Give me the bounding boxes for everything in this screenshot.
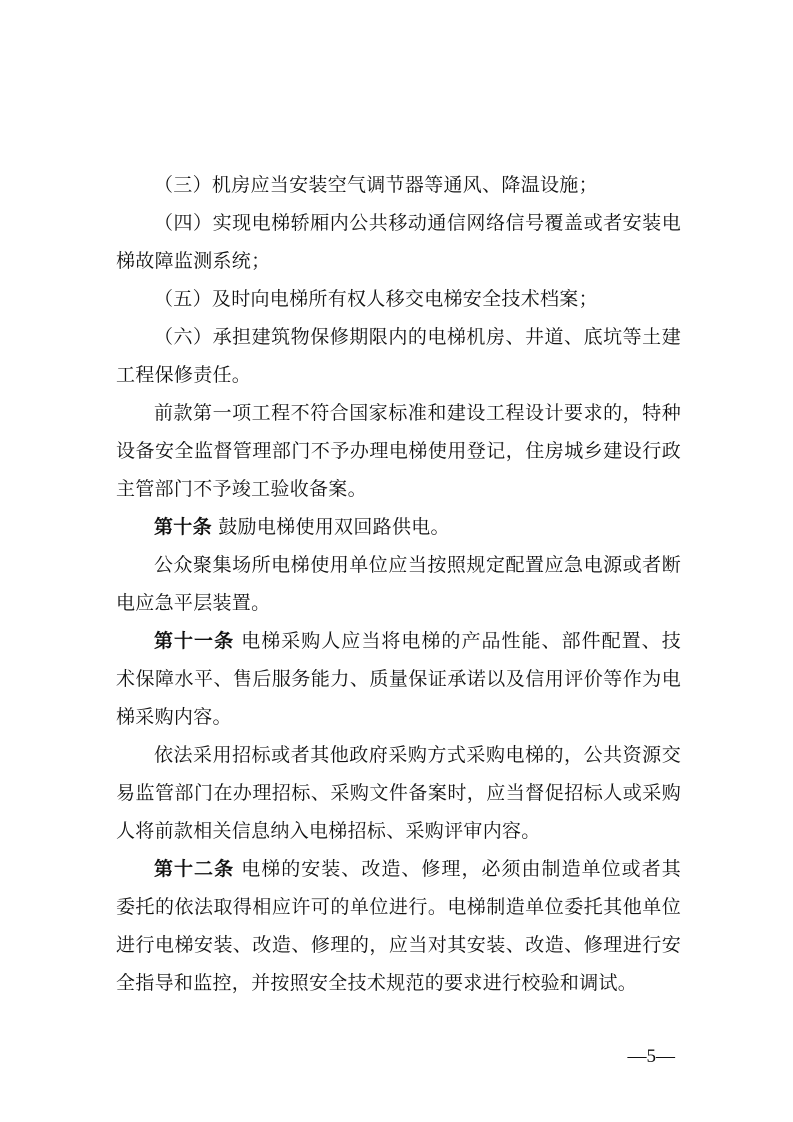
article-10-paragraph-2: 公众聚集场所电梯使用单位应当按照规定配置应急电源或者断电应急平层装置。 (116, 554, 681, 614)
article-10-label: 第十条 (154, 516, 212, 538)
article-12 (116, 850, 681, 1002)
list-item-5: （五）及时向电梯所有权人移交电梯安全技术档案； (154, 288, 598, 310)
list-item-6: （六）承担建筑物保修期限内的电梯机房、井道、底坑等土建工程保修责任。 (116, 326, 681, 386)
article-12-text: 电梯的安装、改造、修理，必须由制造单位或者其委托的依法取得相应许可的单位进行。电梯制造单位委托其他单位进行电梯安装、改造、修理的，应当对其安装、改造、修理进行安全指导和监控，并按照安全技术规范的要求进行校验和调试。 (116, 858, 682, 994)
list-item-4: （四）实现电梯轿厢内公共移动通信网络信号覆盖或者安装电梯故障监测系统； (116, 212, 681, 272)
article-11 (116, 622, 681, 736)
article-10 (116, 508, 681, 546)
article-11-label: 第十一条 (154, 630, 235, 652)
document-body (116, 166, 681, 1002)
article-12-label: 第十二条 (154, 858, 235, 880)
paragraph-after-items: 前款第一项工程不符合国家标准和建设工程设计要求的，特种设备安全监督管理部门不予办理电梯使用登记，住房城乡建设行政主管部门不予竣工验收备案。 (116, 402, 681, 500)
article-11-paragraph-2: 依法采用招标或者其他政府采购方式采购电梯的，公共资源交易监管部门在办理招标、采购文件备案时，应当督促招标人或采购人将前款相关信息纳入电梯招标、采购评审内容。 (116, 744, 681, 842)
article-10-text: 鼓励电梯使用双回路供电。 (218, 516, 450, 538)
page-number: —5— (627, 1046, 675, 1067)
list-item-3: （三）机房应当安装空气调节器等通风、降温设施； (154, 174, 598, 196)
article-11-text: 电梯采购人应当将电梯的产品性能、部件配置、技术保障水平、售后服务能力、质量保证承诺以及信用评价等作为电梯采购内容。 (116, 630, 682, 728)
